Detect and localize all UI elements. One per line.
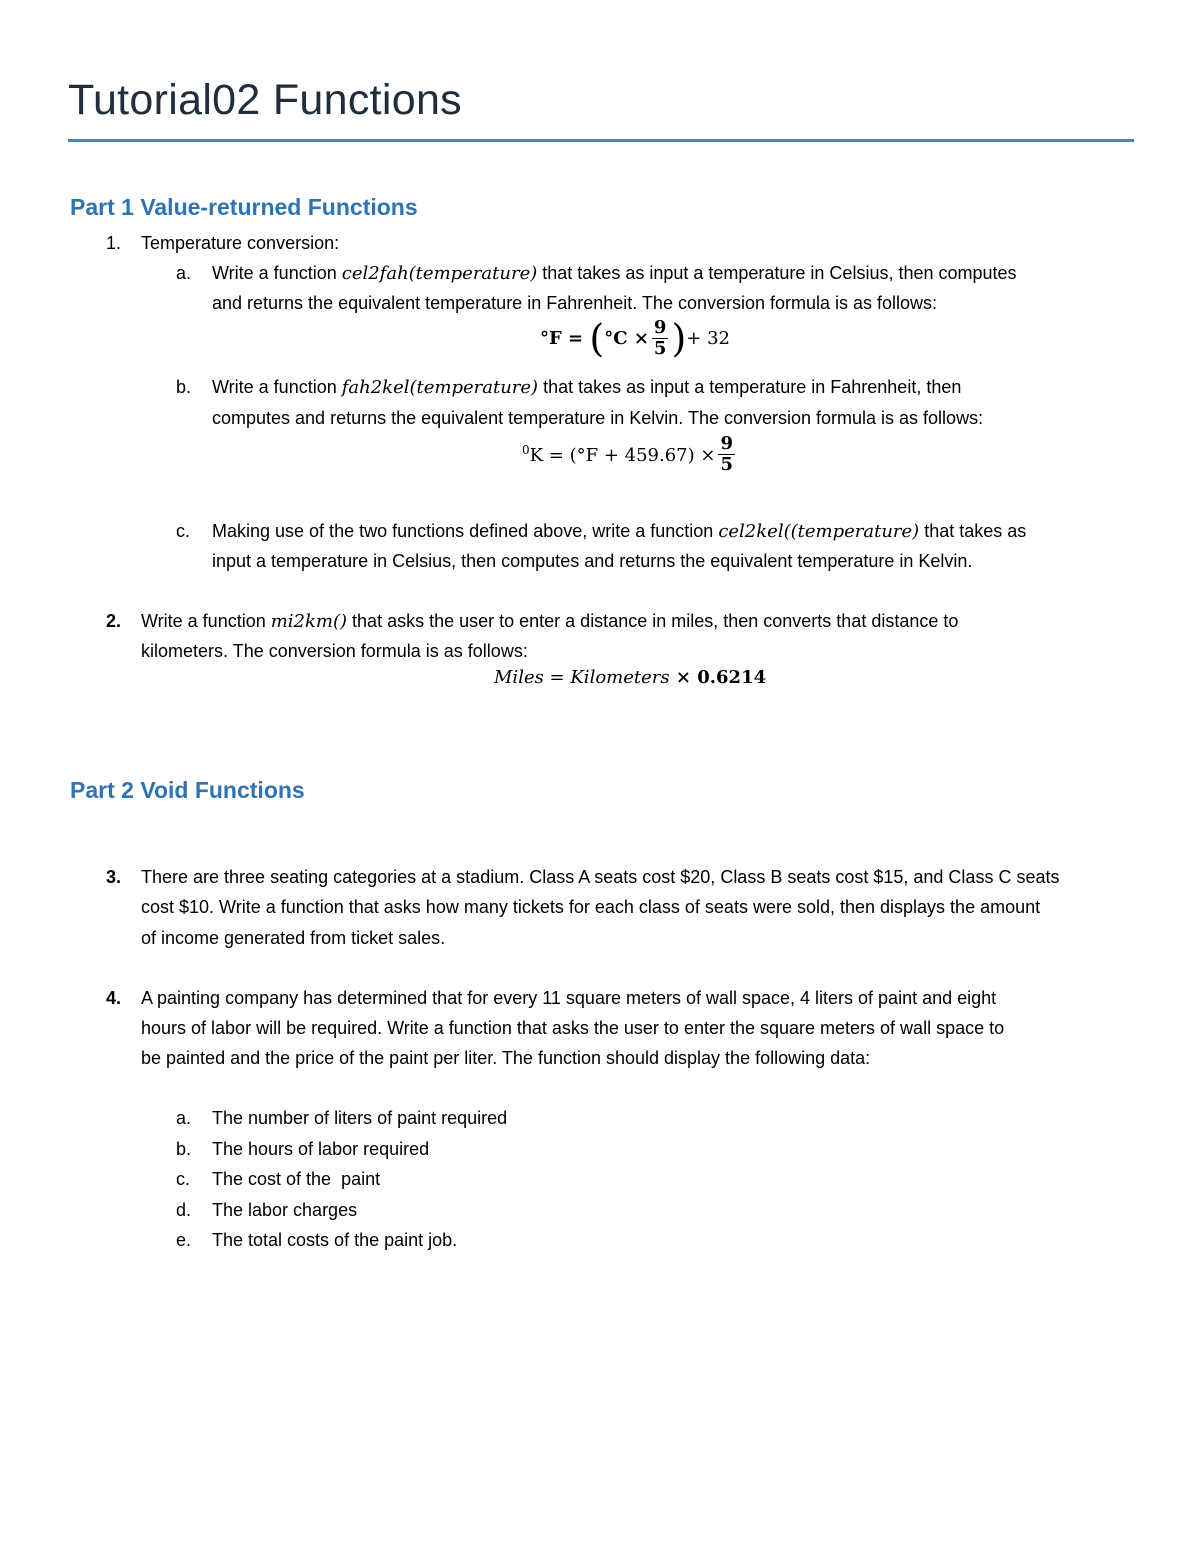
- q1a-formula-c: °C ×: [604, 328, 649, 349]
- q1c-pre: Making use of the two functions defined above, write a function: [212, 521, 719, 541]
- left-paren: (: [589, 316, 605, 361]
- q1b-line1: [212, 372, 961, 403]
- q1b-pre: Write a function: [212, 377, 342, 397]
- q1a-numerator: 9: [653, 317, 667, 338]
- q2-formula-b: × 0.6214: [669, 667, 767, 688]
- q1a-pre: Write a function: [212, 263, 342, 283]
- q1b-post: that takes as input a temperature in Fahrenheit, then: [538, 377, 962, 397]
- q4-item-label: e.: [176, 1230, 192, 1250]
- q2-number: 2.: [106, 611, 122, 631]
- q1b-func: fah2kel(temperature): [341, 377, 539, 398]
- q3-line1: There are three seating categories at a stadium. Class A seats cost $20, Class B seats cost $15, and Class C seats: [141, 867, 1060, 887]
- q1a-formula-lhs: °F =: [540, 328, 590, 349]
- q4-item-text: The number of liters of paint required: [212, 1108, 508, 1128]
- q2-formula-a: Miles = Kilometers: [494, 667, 670, 688]
- q1c-label: c.: [176, 521, 191, 541]
- q2-pre: Write a function: [141, 611, 271, 631]
- q1b-numerator: 9: [720, 433, 733, 454]
- q1c-line2: input a temperature in Celsius, then computes and returns the equivalent temperature in Kelvin.: [212, 551, 973, 571]
- q1-text: Temperature conversion:: [141, 233, 340, 253]
- q4-line1: A painting company has determined that for every 11 square meters of wall space, 4 liters of paint and eight: [141, 988, 997, 1008]
- q3-line2: cost $10. Write a function that asks how many tickets for each class of seats were sold, then displays the amount: [141, 897, 1041, 917]
- q2-func: mi2km(): [270, 611, 348, 632]
- q1a-line2: and returns the equivalent temperature in Fahrenheit. The conversion formula is as follows:: [212, 293, 938, 313]
- q4-item-text: The hours of labor required: [212, 1139, 430, 1159]
- q2-line2: kilometers. The conversion formula is as follows:: [141, 641, 528, 661]
- q1b-label: b.: [176, 377, 192, 397]
- q1b-formula-left: [522, 445, 715, 466]
- q1a-fraction: [652, 318, 669, 359]
- q4-item-label: c.: [176, 1169, 191, 1189]
- q1b-formula-sup: 0: [522, 443, 530, 457]
- q1b-denominator: 5: [720, 454, 733, 475]
- q1a-formula: [540, 318, 730, 359]
- q1a-denominator: 5: [653, 338, 667, 359]
- q1c-post: that takes as: [919, 521, 1027, 541]
- q4-item-label: d.: [176, 1200, 192, 1220]
- q1b-fraction: [718, 434, 735, 475]
- q1b-formula: [522, 434, 738, 475]
- q4-number: 4.: [106, 988, 122, 1008]
- q1b-line2: computes and returns the equivalent temperature in Kelvin. The conversion formula is as follows:: [212, 408, 984, 428]
- q2-formula: [494, 667, 766, 688]
- q1a-label: a.: [176, 263, 192, 283]
- page-title: Tutorial02 Functions: [68, 76, 462, 124]
- q4-line3: be painted and the price of the paint per liter. The function should display the following data:: [141, 1048, 871, 1068]
- q1c-line1: [212, 516, 1026, 547]
- q4-item-label: a.: [176, 1108, 192, 1128]
- q4-item-text: The labor charges: [212, 1200, 358, 1220]
- part1-heading: Part 1 Value-returned Functions: [70, 194, 418, 220]
- q1a-formula-tail: + 32: [686, 328, 730, 349]
- q2-post: that asks the user to enter a distance in miles, then converts that distance to: [347, 611, 959, 631]
- q4-item-label: b.: [176, 1139, 192, 1159]
- right-paren: ): [671, 316, 687, 361]
- q2-line1: [141, 606, 958, 637]
- q4-line2: hours of labor will be required. Write a function that asks the user to enter the square meters of wall space to: [141, 1018, 1005, 1038]
- part2-heading: Part 2 Void Functions: [70, 777, 305, 803]
- q4-item-text: The cost of the paint: [212, 1169, 381, 1189]
- q1a-line1: [212, 258, 1017, 289]
- q1a-post: that takes as input a temperature in Celsius, then computes: [537, 263, 1017, 283]
- q1-number: 1.: [106, 233, 122, 253]
- q3-number: 3.: [106, 867, 122, 887]
- q1c-func: cel2kel((temperature): [718, 521, 920, 542]
- q3-line3: of income generated from ticket sales.: [141, 928, 446, 948]
- q1a-func: cel2fah(temperature): [341, 263, 538, 284]
- q1b-formula-lhs: K = (°F + 459.67) ×: [529, 445, 716, 466]
- title-underline: [68, 139, 1134, 142]
- q4-item-text: The total costs of the paint job.: [212, 1230, 458, 1250]
